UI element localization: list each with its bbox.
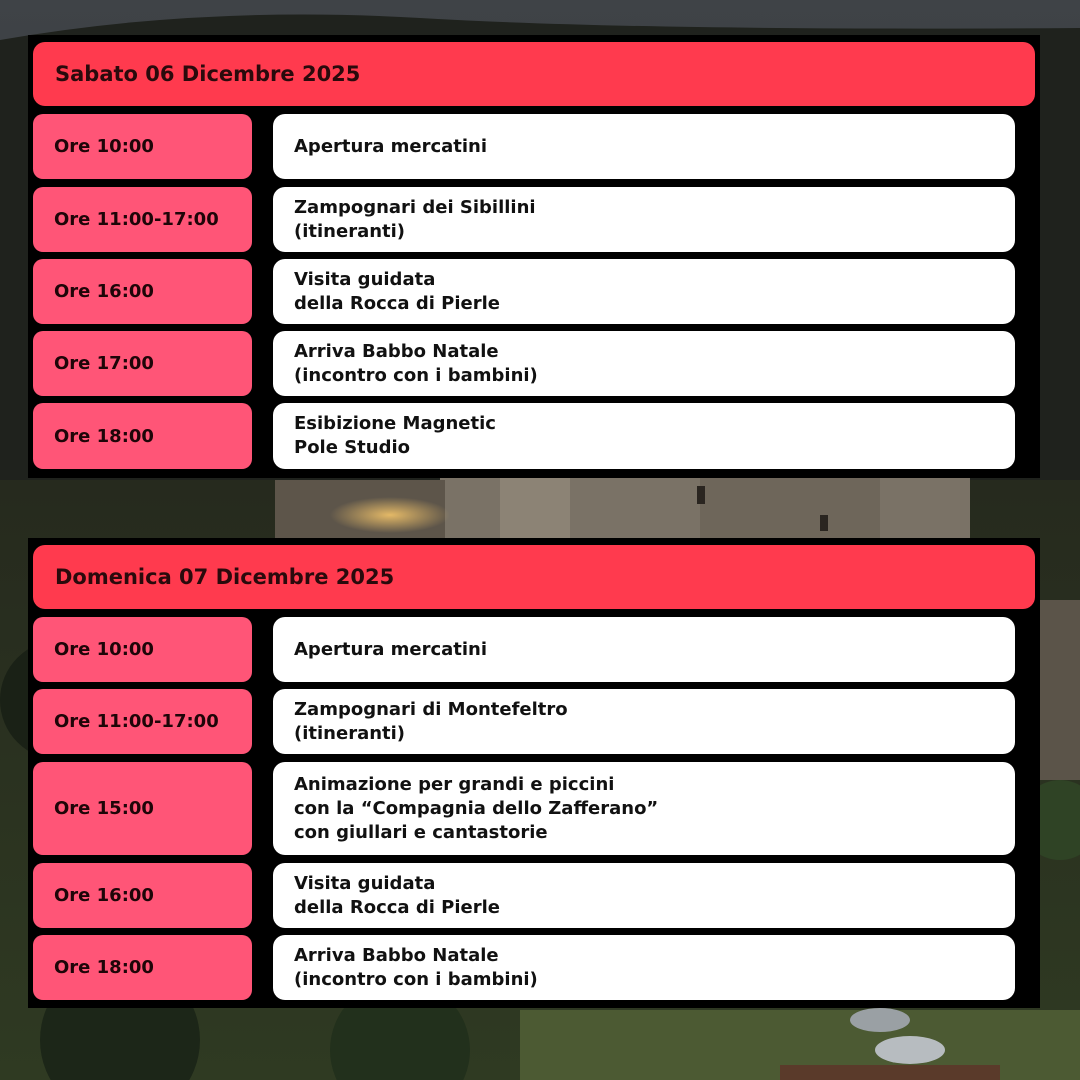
schedule-row	[33, 114, 1015, 179]
day-panel-saturday	[28, 35, 1040, 478]
event-description: Esibizione Magnetic Pole Studio	[273, 403, 1015, 469]
schedule-row	[33, 617, 1015, 682]
event-description: Apertura mercatini	[273, 617, 1015, 682]
event-description: Visita guidata della Rocca di Pierle	[273, 863, 1015, 928]
event-time: Ore 15:00	[33, 762, 252, 855]
event-time: Ore 18:00	[33, 403, 252, 469]
event-description: Arriva Babbo Natale (incontro con i bambini)	[273, 331, 1015, 396]
day-header-saturday: Sabato 06 Dicembre 2025	[33, 42, 1035, 106]
event-time: Ore 18:00	[33, 935, 252, 1000]
event-description: Apertura mercatini	[273, 114, 1015, 179]
day-header-sunday: Domenica 07 Dicembre 2025	[33, 545, 1035, 609]
event-time: Ore 17:00	[33, 331, 252, 396]
event-time: Ore 11:00-17:00	[33, 689, 252, 754]
schedule-row	[33, 403, 1015, 469]
event-description: Arriva Babbo Natale (incontro con i bambini)	[273, 935, 1015, 1000]
event-description: Visita guidata della Rocca di Pierle	[273, 259, 1015, 324]
event-description: Zampognari di Montefeltro (itineranti)	[273, 689, 1015, 754]
schedule-row	[33, 762, 1015, 855]
event-time: Ore 10:00	[33, 114, 252, 179]
schedule-row	[33, 187, 1015, 252]
event-time: Ore 10:00	[33, 617, 252, 682]
schedule-row	[33, 935, 1015, 1000]
schedule-row	[33, 259, 1015, 324]
schedule-row	[33, 689, 1015, 754]
day-panel-sunday	[28, 538, 1040, 1008]
schedule-row	[33, 863, 1015, 928]
event-description: Zampognari dei Sibillini (itineranti)	[273, 187, 1015, 252]
event-description: Animazione per grandi e piccini con la “Compagnia dello Zafferano” con giullari e cantastorie	[273, 762, 1015, 855]
event-time: Ore 16:00	[33, 863, 252, 928]
schedule-row	[33, 331, 1015, 396]
event-time: Ore 11:00-17:00	[33, 187, 252, 252]
event-time: Ore 16:00	[33, 259, 252, 324]
